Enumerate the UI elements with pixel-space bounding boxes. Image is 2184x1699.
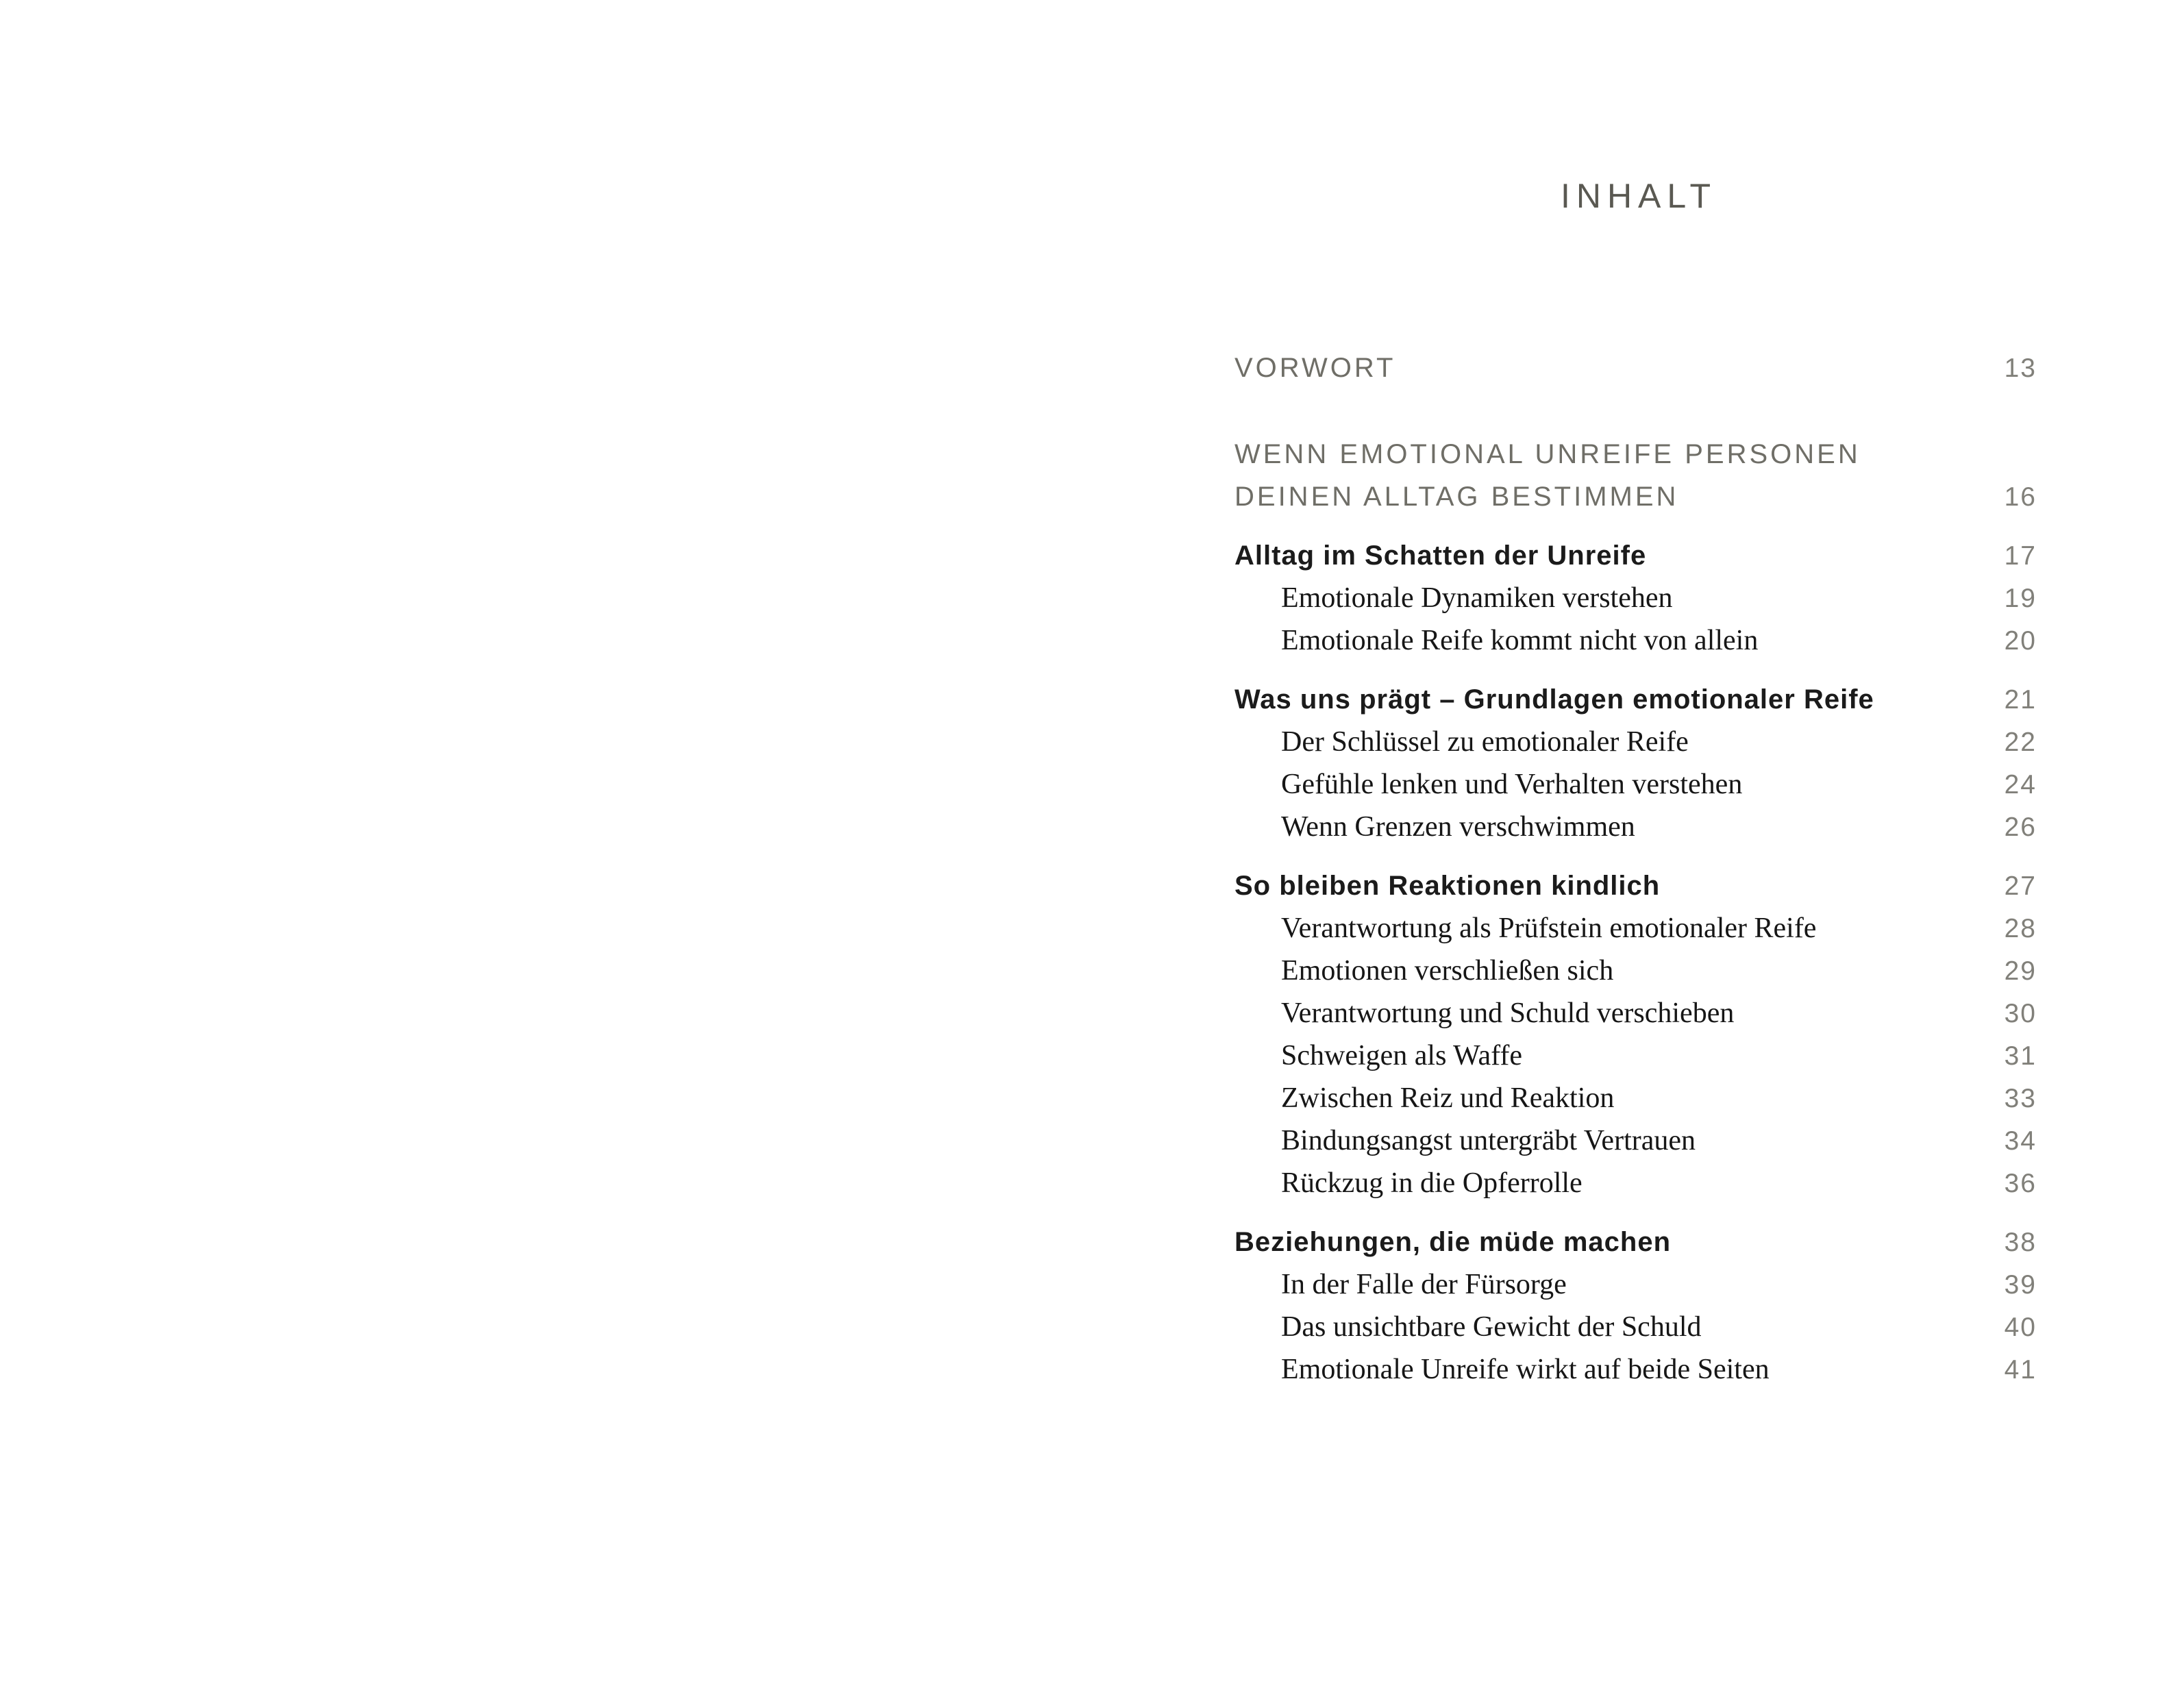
toc-row-page: 31: [2004, 1041, 2037, 1071]
toc-row-page: 39: [2004, 1270, 2037, 1300]
toc-row-page: 16: [2004, 482, 2037, 512]
toc-row-page: 40: [2004, 1313, 2037, 1342]
toc-row-label: Zwischen Reiz und Reaktion: [1281, 1082, 1615, 1114]
toc-row-label: Das unsichtbare Gewicht der Schuld: [1281, 1311, 1702, 1343]
toc-row: [1234, 347, 2037, 389]
toc-row-page: 17: [2004, 541, 2037, 571]
toc-row-label: So bleiben Reaktionen kindlich: [1234, 871, 1661, 901]
toc-row: [1234, 475, 2037, 518]
toc-row: [1234, 577, 2037, 619]
toc-row-page: 33: [2004, 1084, 2037, 1113]
toc-row-page: 41: [2004, 1355, 2037, 1385]
toc-row: [1234, 721, 2037, 763]
toc-row-label: Bindungsangst untergräbt Vertrauen: [1281, 1125, 1696, 1156]
toc-row-label: Gefühle lenken und Verhalten verstehen: [1281, 769, 1743, 800]
toc-row-label: Beziehungen, die müde machen: [1234, 1227, 1672, 1257]
toc-row: [1234, 1263, 2037, 1306]
toc-row-page: 22: [2004, 728, 2037, 757]
toc-row-page: 36: [2004, 1169, 2037, 1198]
toc-row: [1234, 534, 2037, 577]
toc-row-page: 38: [2004, 1228, 2037, 1257]
toc-row-label: Emotionale Reife kommt nicht von allein: [1281, 625, 1759, 656]
toc-row-page: 21: [2004, 685, 2037, 715]
toc-row: [1234, 1348, 2037, 1391]
toc-row-page: 28: [2004, 914, 2037, 943]
page-title: INHALT: [1560, 177, 1717, 215]
toc-row-label: Rückzug in die Opferrolle: [1281, 1167, 1583, 1199]
toc-row-page: 26: [2004, 813, 2037, 842]
toc-row: [1234, 678, 2037, 721]
toc-row: [1234, 950, 2037, 992]
toc-row: [1234, 1077, 2037, 1119]
toc-row-page: 27: [2004, 871, 2037, 901]
toc-row-label: Was uns prägt – Grundlagen emotionaler Reife: [1234, 684, 1874, 715]
toc-row: [1234, 806, 2037, 848]
toc-row: [1234, 992, 2037, 1034]
toc-row-page: 29: [2004, 956, 2037, 986]
toc-row-label: Emotionale Unreife wirkt auf beide Seiten: [1281, 1354, 1770, 1385]
toc-row: [1234, 1162, 2037, 1204]
toc-row-page: 13: [2004, 354, 2037, 383]
toc-row-label: In der Falle der Fürsorge: [1281, 1269, 1567, 1300]
toc-row: [1234, 1119, 2037, 1162]
toc-row: [1234, 763, 2037, 806]
toc-row-label: VORWORT: [1234, 353, 1396, 383]
toc-row-page: 20: [2004, 626, 2037, 656]
toc-row: [1234, 865, 2037, 907]
toc-row-label: Der Schlüssel zu emotionaler Reife: [1281, 726, 1689, 758]
toc-row: [1234, 1034, 2037, 1077]
toc-row: [1234, 1306, 2037, 1348]
toc-row-page: 19: [2004, 584, 2037, 613]
toc-column: [1234, 175, 2037, 1391]
toc-row-page: 30: [2004, 999, 2037, 1028]
toc-row-page: 24: [2004, 770, 2037, 799]
toc-row: [1234, 433, 2037, 475]
toc-row: [1234, 907, 2037, 950]
toc-row: [1234, 1221, 2037, 1263]
toc-list: [1234, 347, 2037, 1391]
toc-row-page: 34: [2004, 1126, 2037, 1156]
toc-row-label: Wenn Grenzen verschwimmen: [1281, 811, 1635, 843]
toc-row: [1234, 619, 2037, 662]
toc-row-label: DEINEN ALLTAG BESTIMMEN: [1234, 482, 1679, 512]
toc-row-label: WENN EMOTIONAL UNREIFE PERSONEN: [1234, 439, 1861, 469]
toc-row-label: Emotionen verschließen sich: [1281, 955, 1614, 987]
toc-row-label: Verantwortung als Prüfstein emotionaler Reife: [1281, 913, 1817, 944]
toc-row-label: Verantwortung und Schuld verschieben: [1281, 997, 1735, 1029]
toc-row-label: Alltag im Schatten der Unreife: [1234, 541, 1647, 571]
toc-row-label: Schweigen als Waffe: [1281, 1040, 1522, 1071]
toc-row-label: Emotionale Dynamiken verstehen: [1281, 582, 1673, 614]
